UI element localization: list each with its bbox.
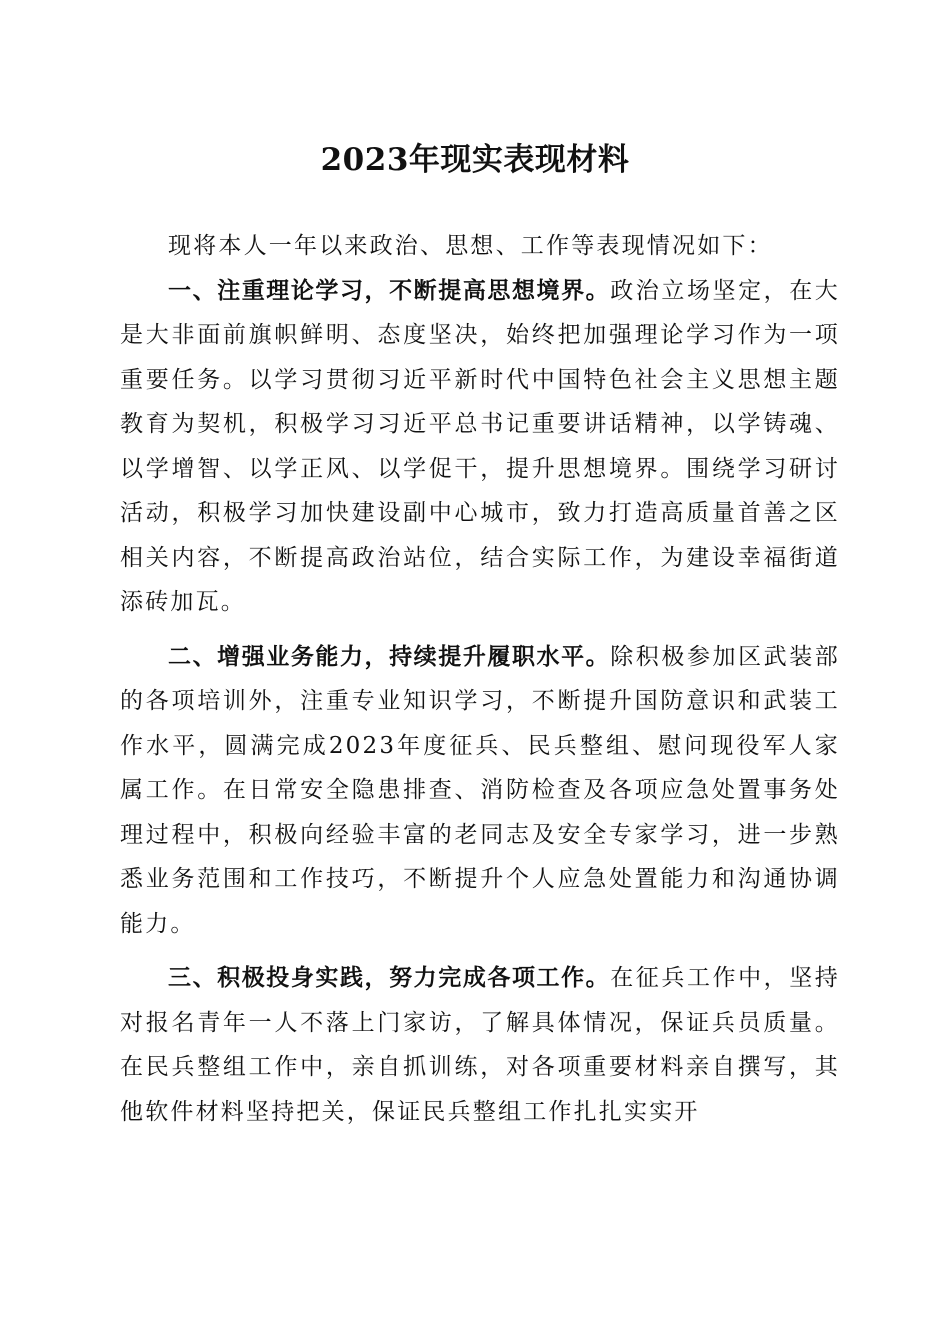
section-3-heading: 三、积极投身实践，努力完成各项工作。: [168, 965, 611, 991]
section-2-text: 除积极参加区武装部的各项培训外，注重专业知识学习，不断提升国防意识和武装工作水平，圆满完成2023年度征兵、民兵整组、慰问现役军人家属工作。在日常安全隐患排查、消防检查及各项应急处置事务处理过程中，积极向经验丰富的老同志及安全专家学习，进一步熟悉业务范围和工作技巧，不断提升个人应急处置能力和沟通协调能力。: [120, 643, 840, 937]
section-1-paragraph: [120, 269, 840, 625]
section-1-text: 政治立场坚定，在大是大非面前旗帜鲜明、态度坚决，始终把加强理论学习作为一项重要任务。以学习贯彻习近平新时代中国特色社会主义思想主题教育为契机，积极学习习近平总书记重要讲话精神，以学铸魂、以学增智、以学正风、以学促干，提升思想境界。围绕学习研讨活动，积极学习加快建设副中心城市，致力打造高质量首善之区相关内容，不断提高政治站位，结合实际工作，为建设幸福街道添砖加瓦。: [120, 277, 840, 615]
section-2-heading: 二、增强业务能力，持续提升履职水平。: [168, 643, 611, 670]
intro-paragraph: 现将本人一年以来政治、思想、工作等表现情况如下：: [168, 233, 773, 259]
page-title: 2023年现实表现材料: [320, 142, 630, 178]
section-1-heading: 一、注重理论学习，不断提高思想境界。: [168, 277, 611, 304]
section-2-paragraph: [120, 635, 840, 947]
section-3-text: 在征兵工作中，坚持对报名青年一人不落上门家访，了解具体情况，保证兵员质量。在民兵整组工作中，亲自抓训练，对各项重要材料亲自撰写，其他软件材料坚持把关，保证民兵整组工作扎扎实实开: [120, 965, 840, 1125]
document-body: [120, 224, 840, 1134]
section-3-paragraph: [120, 956, 840, 1134]
